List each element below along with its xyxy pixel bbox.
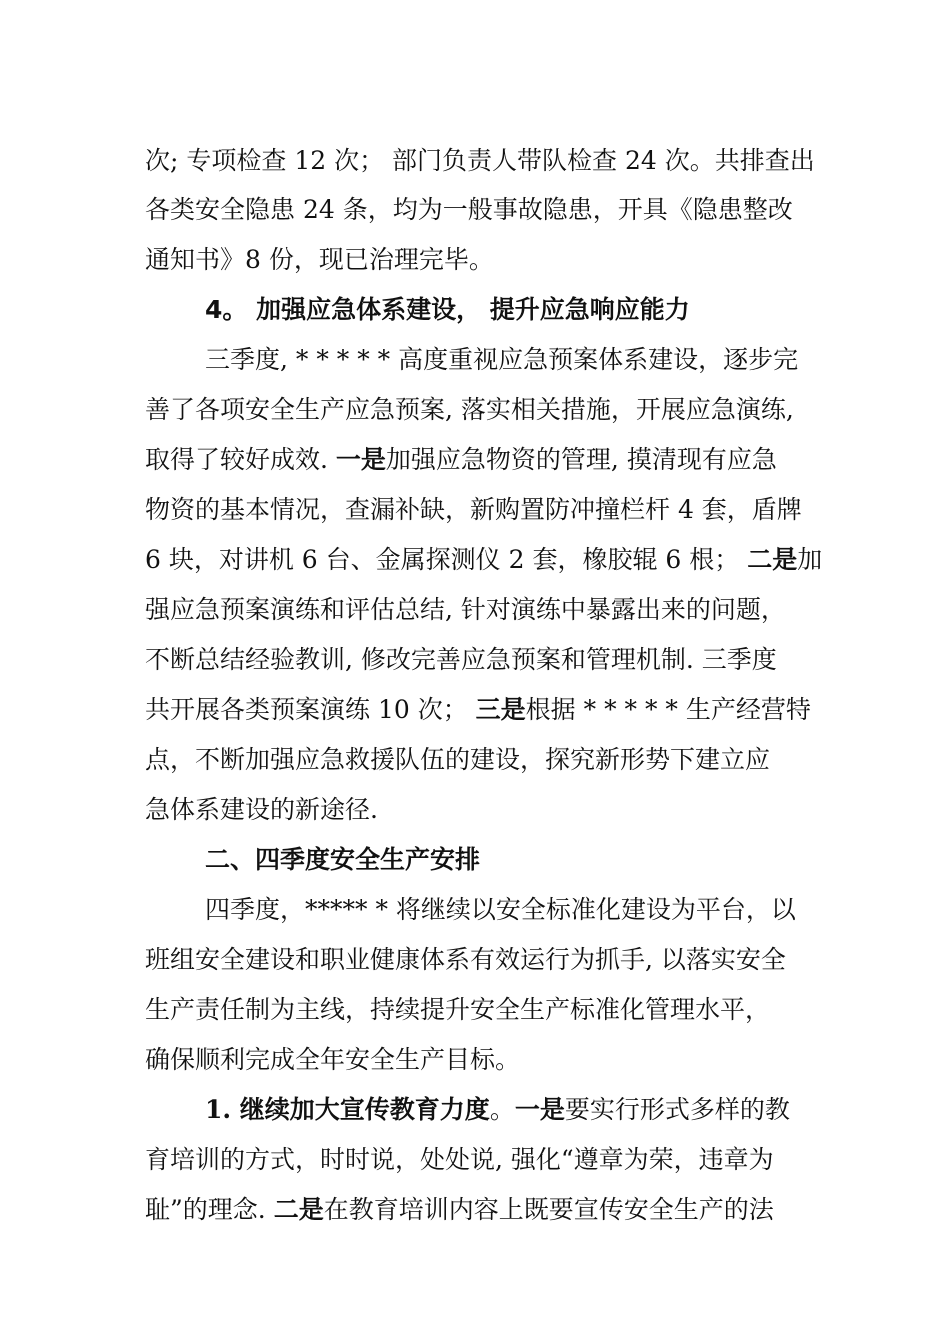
text-line bbox=[145, 1045, 825, 1075]
text-line bbox=[145, 945, 825, 975]
bold-text-segment: 一是 bbox=[335, 445, 386, 474]
text-segment: 物资的基本情况，查漏补缺，新购置防冲撞栏杆 4 套，盾牌 bbox=[145, 495, 802, 524]
bold-text-segment: 1. 继续加大宣传教育力度 bbox=[205, 1095, 490, 1124]
text-line bbox=[145, 445, 825, 475]
text-line bbox=[145, 745, 825, 775]
text-segment: 在教育培训内容上既要宣传安全生产的法 bbox=[323, 1195, 774, 1224]
text-line bbox=[145, 245, 825, 275]
bold-text-segment: 二、四季度安全生产安排 bbox=[205, 845, 481, 874]
bold-text-segment: 4。 加强应急体系建设， 提升应急响应能力 bbox=[205, 295, 690, 324]
text-segment: 根据 * * * * * 生产经营特 bbox=[525, 695, 811, 724]
text-segment: 急体系建设的新途径. bbox=[145, 795, 378, 824]
bold-text-segment: 二是 bbox=[273, 1195, 324, 1224]
text-line bbox=[145, 146, 825, 176]
bold-text-segment: 三是 bbox=[475, 695, 526, 724]
text-segment: 班组安全建设和职业健康体系有效运行为抓手, 以落实安全 bbox=[145, 945, 786, 974]
text-segment: 。 bbox=[489, 1095, 515, 1124]
text-segment: 通知书》8 份，现已治理完毕。 bbox=[145, 245, 494, 274]
text-segment: 生产责任制为主线，持续提升安全生产标准化管理水平， bbox=[145, 995, 771, 1024]
text-line bbox=[205, 895, 825, 925]
text-line bbox=[145, 395, 825, 425]
text-line bbox=[145, 545, 825, 575]
bold-text-segment: 二是 bbox=[747, 545, 798, 574]
text-segment: 三季度, * * * * * 高度重视应急预案体系建设，逐步完 bbox=[205, 345, 799, 374]
section-heading bbox=[205, 845, 825, 875]
text-line bbox=[145, 195, 825, 225]
text-segment: 不断总结经验教训, 修改完善应急预案和管理机制. 三季度 bbox=[145, 645, 777, 674]
text-line bbox=[145, 645, 825, 675]
text-segment: 加 bbox=[797, 545, 823, 574]
text-segment: 次; 专项检查 12 次； 部门负责人带队检查 24 次。共排查出 bbox=[145, 146, 815, 175]
text-segment: 取得了较好成效. bbox=[145, 445, 336, 474]
text-segment: 各类安全隐患 24 条，均为一般事故隐患，开具《隐患整改 bbox=[145, 195, 793, 224]
text-segment: 共开展各类预案演练 10 次； bbox=[145, 695, 476, 724]
text-segment: 6 块，对讲机 6 台、金属探测仪 2 套，橡胶辊 6 根； bbox=[145, 545, 748, 574]
text-segment: 加强应急物资的管理, 摸清现有应急 bbox=[385, 445, 777, 474]
text-segment: 耻”的理念. bbox=[145, 1195, 274, 1224]
text-line bbox=[205, 1095, 825, 1125]
text-line bbox=[145, 695, 825, 725]
text-line bbox=[145, 995, 825, 1025]
text-line bbox=[145, 495, 825, 525]
section-heading bbox=[205, 295, 825, 325]
text-segment: 要实行形式多样的教 bbox=[564, 1095, 790, 1124]
text-segment: 点，不断加强应急救援队伍的建设，探究新形势下建立应 bbox=[145, 745, 771, 774]
text-segment: 四季度，***** * 将继续以安全标准化建设为平台，以 bbox=[205, 895, 796, 924]
text-line bbox=[205, 345, 825, 375]
text-segment: 育培训的方式，时时说，处处说, 强化“遵章为荣，违章为 bbox=[145, 1145, 774, 1174]
bold-text-segment: 一是 bbox=[514, 1095, 565, 1124]
text-segment: 确保顺利完成全年安全生产目标。 bbox=[145, 1045, 521, 1074]
text-line bbox=[145, 1195, 825, 1225]
text-line bbox=[145, 595, 825, 625]
text-segment: 强应急预案演练和评估总结, 针对演练中暴露出来的问题， bbox=[145, 595, 786, 624]
text-line bbox=[145, 795, 825, 825]
text-line bbox=[145, 1145, 825, 1175]
text-segment: 善了各项安全生产应急预案, 落实相关措施，开展应急演练, bbox=[145, 395, 794, 424]
